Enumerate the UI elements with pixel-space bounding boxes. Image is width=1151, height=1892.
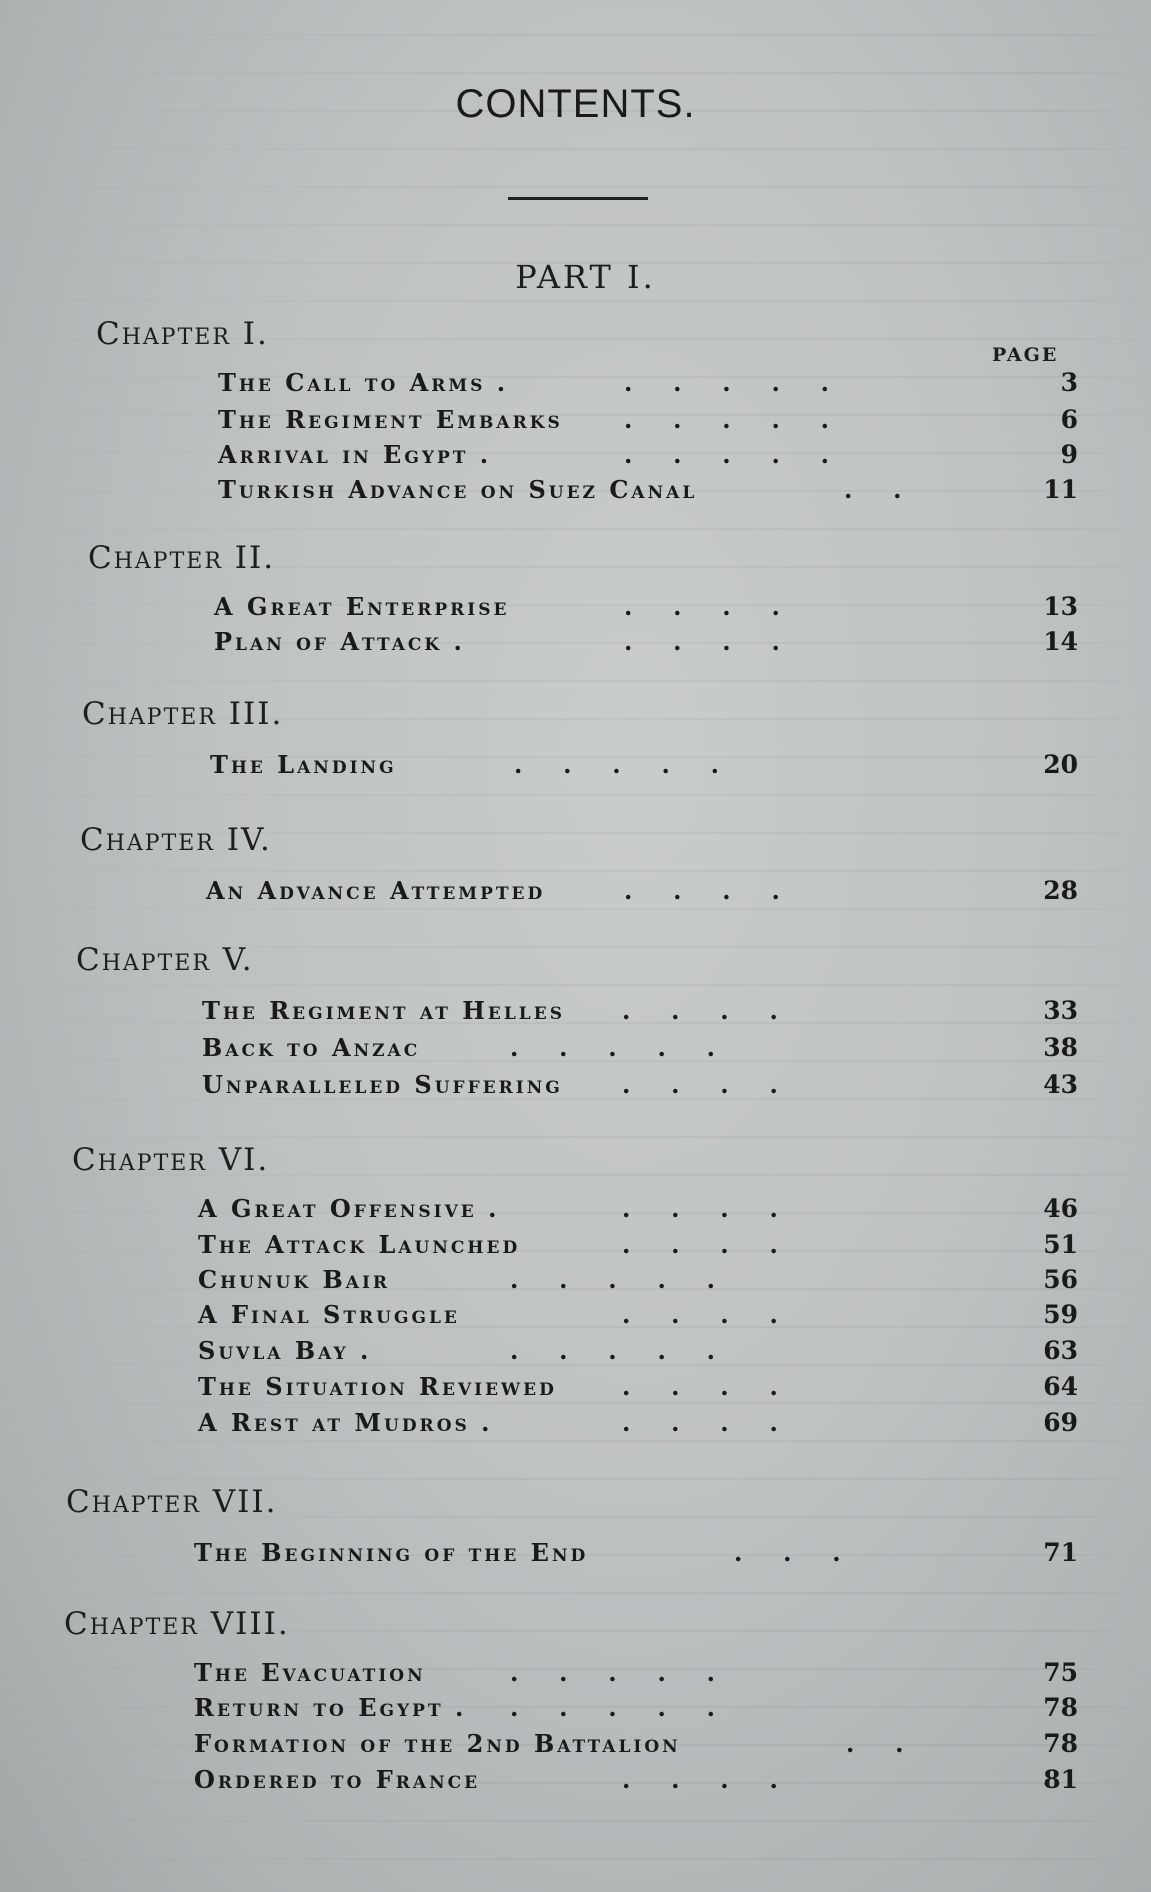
leader-dots: . . . . . [514, 750, 719, 779]
entry-title: A Rest at Mudros . [198, 1408, 493, 1437]
chapter-heading: Chapter IV. [80, 822, 272, 858]
entry-page: 13 [1043, 592, 1078, 621]
entry-title: Formation of the 2nd Battalion [194, 1729, 681, 1758]
toc-entry [210, 750, 1078, 786]
leader-dots: . . [846, 1729, 904, 1758]
entry-page: 71 [1043, 1538, 1078, 1567]
entry-title: The Situation Reviewed [198, 1372, 557, 1401]
toc-entry [194, 1658, 1078, 1694]
leader-dots: . . . . [622, 1765, 778, 1794]
chapter-heading: Chapter I. [96, 316, 269, 352]
toc-entry [198, 1408, 1078, 1444]
title-rule [508, 197, 648, 200]
entry-page: 46 [1043, 1194, 1078, 1223]
entry-page: 6 [1060, 405, 1078, 434]
toc-entry [214, 592, 1078, 628]
leader-dots: . . . . [622, 1408, 778, 1437]
chapter-heading: Chapter VI. [72, 1142, 270, 1178]
entry-page: 51 [1043, 1230, 1078, 1259]
chapter-heading: Chapter VIII. [64, 1606, 290, 1642]
entry-page: 75 [1043, 1658, 1078, 1687]
entry-title: The Call to Arms . [218, 368, 509, 397]
leader-dots: . . . . [622, 1300, 778, 1329]
leader-dots: . . . . . [510, 1265, 715, 1294]
toc-entry [198, 1230, 1078, 1266]
toc-entry [202, 1033, 1078, 1069]
entry-page: 33 [1043, 996, 1078, 1025]
toc-entry [194, 1538, 1078, 1574]
toc-entry [194, 1765, 1078, 1801]
leader-dots: . . . . [622, 1194, 778, 1223]
entry-page: 78 [1043, 1693, 1078, 1722]
entry-title: A Great Enterprise [214, 592, 510, 621]
toc-entry [194, 1693, 1078, 1729]
toc-entry [198, 1194, 1078, 1230]
leader-dots: . . . . [622, 996, 778, 1025]
page-title: CONTENTS. [455, 82, 696, 126]
entry-page: 43 [1043, 1070, 1078, 1099]
entry-title: The Beginning of the End [194, 1538, 589, 1567]
leader-dots: . . . . . [510, 1033, 715, 1062]
toc-entry [214, 627, 1078, 663]
toc-entry [218, 440, 1078, 476]
toc-entry [218, 405, 1078, 441]
toc-entry [198, 1336, 1078, 1372]
entry-title: Chunuk Bair [198, 1265, 391, 1294]
toc-entry [194, 1729, 1078, 1765]
leader-dots: . . . . [624, 876, 780, 905]
entry-title: An Advance Attempted [206, 876, 546, 905]
leader-dots: . . . . . [510, 1693, 715, 1722]
page-column-label: PAGE [992, 344, 1059, 366]
leader-dots: . . . . . [510, 1336, 715, 1365]
leader-dots: . . . . [622, 1372, 778, 1401]
entry-title: The Attack Launched [198, 1230, 521, 1259]
entry-title: Turkish Advance on Suez Canal [218, 475, 698, 504]
chapter-heading: Chapter V. [76, 942, 254, 978]
part-heading: PART I. [515, 258, 656, 296]
entry-title: Arrival in Egypt . [218, 440, 492, 469]
toc-entry [198, 1372, 1078, 1408]
entry-page: 81 [1043, 1765, 1078, 1794]
entry-title: Plan of Attack . [214, 627, 465, 656]
chapter-heading: Chapter III. [82, 696, 284, 732]
leader-dots: . . . . [622, 1230, 778, 1259]
entry-page: 28 [1043, 876, 1078, 905]
entry-title: Back to Anzac [202, 1033, 421, 1062]
entry-title: Return to Egypt . [194, 1693, 467, 1722]
leader-dots: . . . . . [624, 405, 829, 434]
entry-page: 69 [1043, 1408, 1078, 1437]
entry-page: 78 [1043, 1729, 1078, 1758]
entry-page: 20 [1043, 750, 1078, 779]
chapter-heading: Chapter VII. [66, 1484, 278, 1520]
leader-dots: . . . . . [624, 368, 829, 397]
entry-title: Unparalleled Suffering [202, 1070, 563, 1099]
entry-page: 11 [1043, 475, 1078, 504]
leader-dots: . . . [734, 1538, 841, 1567]
entry-title: The Regiment Embarks [218, 405, 563, 434]
entry-title: The Regiment at Helles [202, 996, 565, 1025]
leader-dots: . . . . [622, 1070, 778, 1099]
leader-dots: . . [844, 475, 902, 504]
entry-page: 3 [1060, 368, 1078, 397]
entry-title: A Final Struggle [198, 1300, 460, 1329]
toc-entry [198, 1300, 1078, 1336]
entry-page: 64 [1043, 1372, 1078, 1401]
entry-page: 38 [1043, 1033, 1078, 1062]
entry-title: The Landing [210, 750, 397, 779]
toc-entry [202, 996, 1078, 1032]
entry-title: The Evacuation [194, 1658, 426, 1687]
entry-title: Ordered to France [194, 1765, 481, 1794]
entry-page: 63 [1043, 1336, 1078, 1365]
toc-entry [198, 1265, 1078, 1301]
entry-page: 59 [1043, 1300, 1078, 1329]
toc-entry [218, 475, 1078, 511]
leader-dots: . . . . . [624, 440, 829, 469]
entry-page: 9 [1060, 440, 1078, 469]
entry-page: 56 [1043, 1265, 1078, 1294]
leader-dots: . . . . . [510, 1658, 715, 1687]
entry-title: A Great Offensive . [198, 1194, 500, 1223]
toc-entry [202, 1070, 1078, 1106]
toc-entry [206, 876, 1078, 912]
leader-dots: . . . . [624, 592, 780, 621]
toc-entry [218, 368, 1078, 404]
leader-dots: . . . . [624, 627, 780, 656]
entry-title: Suvla Bay . [198, 1336, 372, 1365]
entry-page: 14 [1043, 627, 1078, 656]
chapter-heading: Chapter II. [88, 540, 276, 576]
